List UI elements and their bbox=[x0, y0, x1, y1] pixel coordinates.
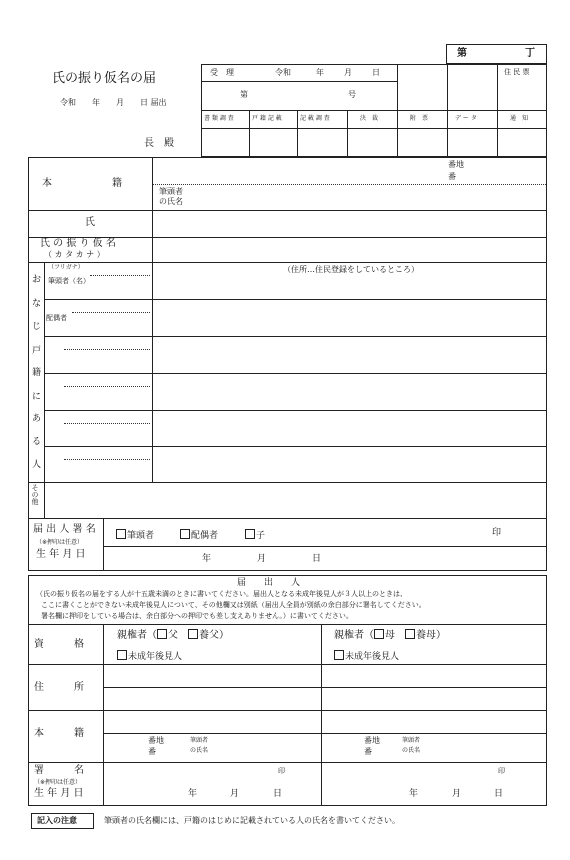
checkbox-ko[interactable] bbox=[245, 529, 255, 539]
sonota-input[interactable] bbox=[45, 483, 546, 518]
jusho-label: 住 所 bbox=[34, 682, 84, 693]
checkbox-hitto[interactable] bbox=[116, 529, 126, 539]
member-6-address-input[interactable] bbox=[153, 447, 546, 482]
furigana-input[interactable] bbox=[153, 238, 546, 262]
juri-nen: 年 bbox=[316, 68, 324, 77]
left-shimei: の氏名 bbox=[190, 747, 209, 754]
haiguusha-label: 配偶者 bbox=[46, 314, 67, 322]
checkbox-youbo[interactable] bbox=[405, 629, 415, 639]
juri-dai: 第 bbox=[240, 90, 248, 99]
right-address-input[interactable] bbox=[322, 665, 546, 710]
col-data: デ ー タ bbox=[455, 115, 477, 122]
right-in: 印 bbox=[498, 767, 505, 775]
col-koseki: 戸 籍 記 載 bbox=[252, 115, 282, 122]
todokede-note: （※押印は任意） bbox=[34, 779, 82, 786]
checkbox-haiguu[interactable] bbox=[180, 529, 190, 539]
jumin-label: 住 民 票 bbox=[504, 68, 530, 76]
checkbox-youfu[interactable] bbox=[188, 629, 198, 639]
uji-label: 氏 bbox=[85, 217, 95, 228]
col-shorui: 書 類 調 査 bbox=[204, 115, 234, 122]
honseki-label: 本 籍 bbox=[42, 178, 122, 189]
form-title: 氏の振り仮名の届 bbox=[52, 71, 157, 86]
juri-go: 号 bbox=[348, 90, 356, 99]
col-tsuchi: 通 知 bbox=[510, 115, 529, 122]
honseki-shimei: の氏名 bbox=[159, 197, 183, 206]
opt-ko[interactable]: 子 bbox=[245, 529, 265, 541]
right-ban: 番 bbox=[364, 747, 372, 756]
uji-input[interactable] bbox=[153, 211, 546, 237]
signer-in: 印 bbox=[492, 528, 502, 538]
checkbox-chichi[interactable] bbox=[157, 629, 167, 639]
honseki-hitto: 筆頭者 bbox=[159, 187, 183, 196]
right-hitto: 筆頭者 bbox=[402, 737, 421, 744]
col-kessai: 決 裁 bbox=[360, 115, 379, 122]
left-hitto: 筆頭者 bbox=[190, 737, 209, 744]
honseki-banchi: 番地 bbox=[448, 160, 464, 169]
honseki-ban: 番 bbox=[448, 172, 456, 181]
left-guardian[interactable]: 未成年後見人 bbox=[117, 650, 182, 662]
address-note: （住所…住民登録をしているところ） bbox=[283, 265, 419, 274]
col-fuhyo: 附 票 bbox=[410, 115, 429, 122]
side-char-1: お bbox=[32, 275, 42, 285]
notice-badge-label: 記入の注意 bbox=[37, 816, 77, 825]
juri-reiwa: 令和 bbox=[275, 68, 291, 77]
col-kisai: 記 載 調 査 bbox=[300, 115, 330, 122]
todokede-birth-label: 生 年 月 日 bbox=[34, 788, 84, 799]
left-nen: 年 bbox=[188, 789, 198, 799]
hitto-name-label: 筆頭者（名） bbox=[48, 277, 90, 285]
right-tsuki: 月 bbox=[452, 789, 462, 799]
left-address-input[interactable] bbox=[104, 665, 320, 710]
signer-nen: 年 bbox=[202, 554, 212, 564]
checkbox-haha[interactable] bbox=[374, 629, 384, 639]
side-char-7: あ bbox=[32, 414, 42, 424]
furigana-small: （フリガナ） bbox=[48, 264, 84, 271]
side-char-8: る bbox=[32, 437, 42, 447]
todokede-note-2: ここに書くことができない未成年後見人について、その他欄又は別紙（届出人全員が別紙の余白部分に署名してください。 bbox=[41, 601, 426, 609]
signer-tsuki: 月 bbox=[257, 554, 267, 564]
side-char-3: じ bbox=[32, 322, 42, 332]
todokede-note-1: （氏の振り仮名の届をする人が十五歳未満のときに書いてください。届出人となる未成年後見人が３人以上のときは、 bbox=[36, 590, 407, 598]
checkbox-left-guardian[interactable] bbox=[117, 650, 127, 660]
signer-label: 届 出 人 署 名 bbox=[33, 524, 96, 535]
hitto-address-input[interactable] bbox=[153, 263, 546, 299]
left-banchi: 番地 bbox=[148, 736, 164, 745]
katakana-label: （ カ タ カ ナ ） bbox=[44, 250, 105, 259]
signer-birth-label: 生 年 月 日 bbox=[36, 549, 86, 560]
left-in: 印 bbox=[278, 767, 285, 775]
opt-hitto[interactable]: 筆頭者 bbox=[116, 529, 154, 541]
left-tsuki: 月 bbox=[230, 789, 240, 799]
member-3-address-input[interactable] bbox=[153, 337, 546, 373]
todokede-note-3: 署名欄に押印をしている場合は、余白部分への押印でも差し支えありません。）に書いてください。 bbox=[41, 612, 353, 620]
left-ban: 番 bbox=[148, 747, 156, 756]
signer-hi: 日 bbox=[312, 554, 322, 564]
member-4-address-input[interactable] bbox=[153, 374, 546, 410]
right-nen: 年 bbox=[409, 789, 419, 799]
right-banchi: 番地 bbox=[364, 736, 380, 745]
honseki-input[interactable] bbox=[153, 158, 546, 210]
submission-date: 令和 年 月 日 届出 bbox=[60, 98, 167, 107]
shikaku-label: 資 格 bbox=[34, 639, 84, 650]
opt-haiguu[interactable]: 配偶者 bbox=[180, 529, 218, 541]
juri-tsuki: 月 bbox=[344, 68, 352, 77]
haiguu-address-input[interactable] bbox=[153, 300, 546, 336]
right-shimei: の氏名 bbox=[402, 747, 421, 754]
juri-hi: 日 bbox=[372, 68, 380, 77]
side-char-4: 戸 bbox=[32, 346, 42, 356]
recipient-line: 長 殿 bbox=[144, 138, 174, 149]
right-guardian[interactable]: 未成年後見人 bbox=[334, 650, 399, 662]
right-hi: 日 bbox=[494, 789, 504, 799]
side-char-9: 人 bbox=[32, 460, 42, 470]
right-parent-row: 親権者（ 母 養母） bbox=[334, 630, 446, 641]
todokede-heading: 届 出 人 bbox=[237, 578, 301, 588]
member-5-address-input[interactable] bbox=[153, 411, 546, 446]
left-parent-row: 親権者（ 父 養父） bbox=[117, 630, 229, 641]
side-char-6: に bbox=[32, 392, 42, 402]
left-hi: 日 bbox=[273, 789, 283, 799]
todokede-shomei-label: 署 名 bbox=[34, 765, 84, 776]
juri-label: 受 理 bbox=[210, 68, 234, 77]
sonota-label: その他 bbox=[31, 484, 39, 505]
side-char-5: 籍 bbox=[32, 368, 42, 378]
checkbox-right-guardian[interactable] bbox=[334, 650, 344, 660]
dai-label: 第 bbox=[457, 48, 467, 59]
cho-label: 丁 bbox=[525, 48, 535, 59]
side-char-2: な bbox=[32, 299, 42, 309]
notice-text: 筆頭者の氏名欄には、戸籍のはじめに記載されている人の氏名を書いてください。 bbox=[104, 816, 400, 825]
signer-note: （※押印は任意） bbox=[36, 539, 84, 546]
todokede-honseki-label: 本 籍 bbox=[34, 728, 84, 739]
furigana-label: 氏 の 振 り 仮 名 bbox=[40, 238, 116, 249]
